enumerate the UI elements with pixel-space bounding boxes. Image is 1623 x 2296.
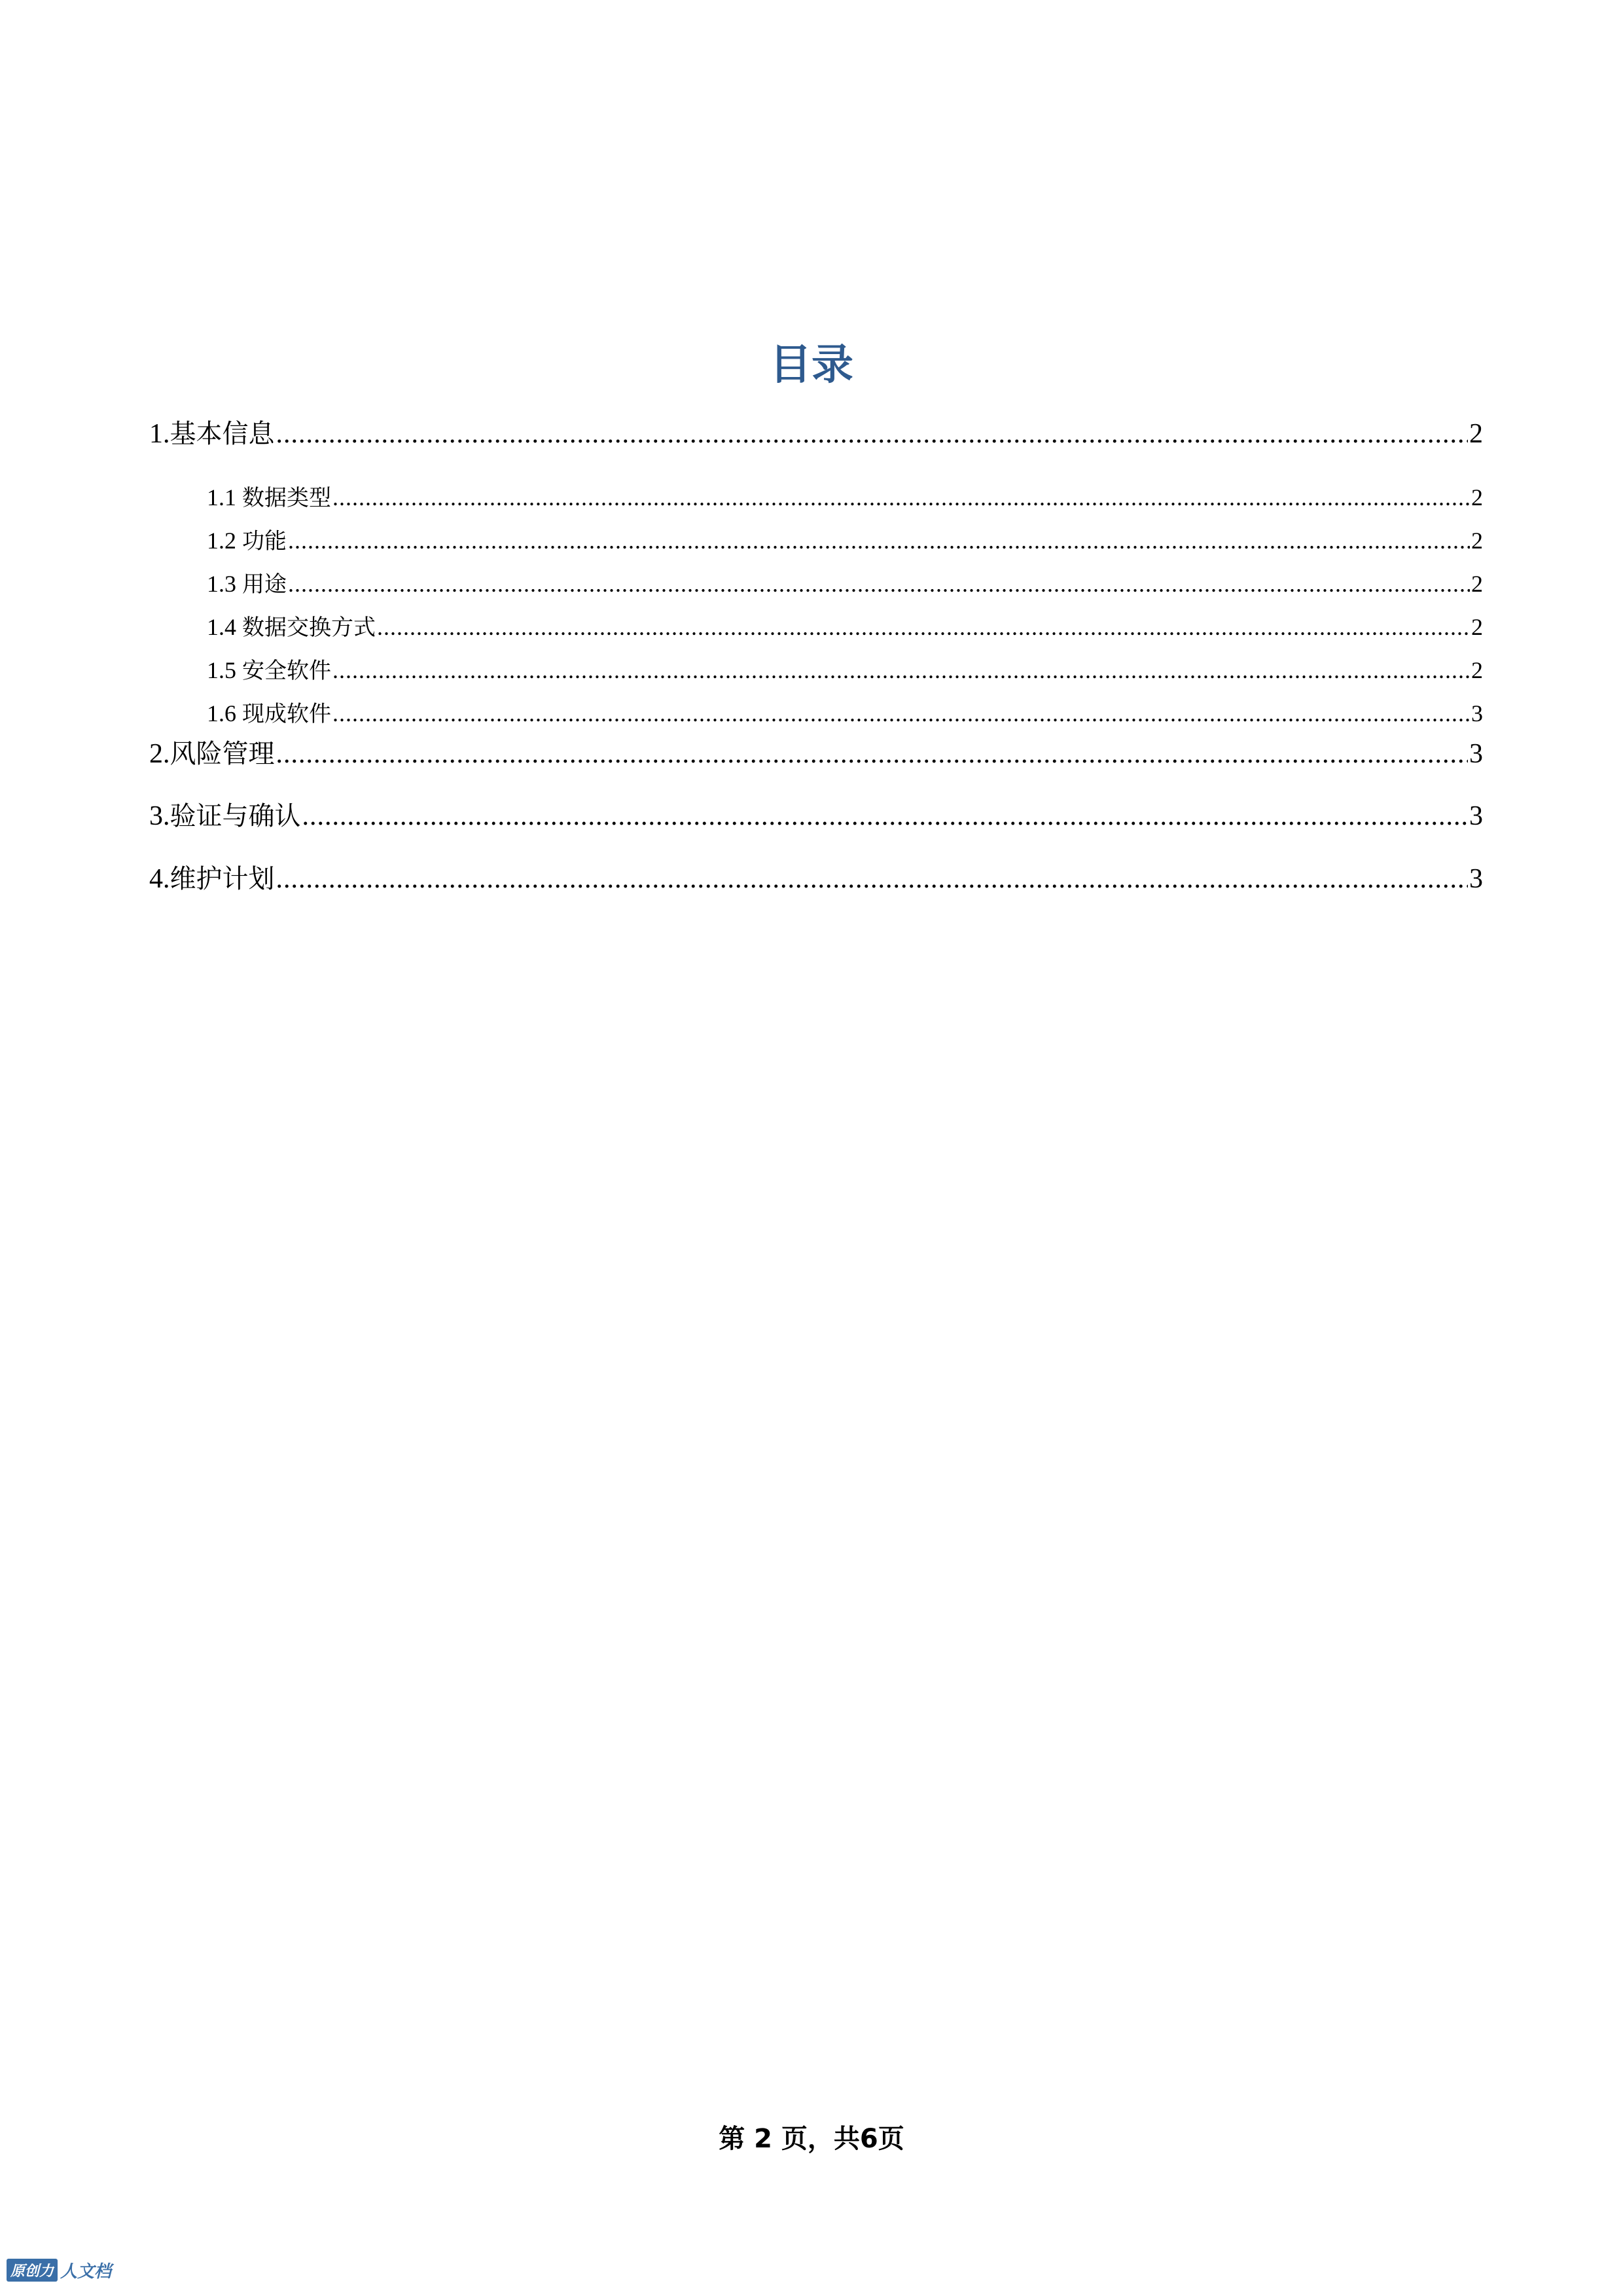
toc-leader-dots xyxy=(288,567,1470,601)
toc-entry-number: 2. xyxy=(149,739,170,769)
toc-entry-label xyxy=(207,696,331,730)
toc-leader-dots xyxy=(302,797,1469,836)
toc-entry-maintenance-plan[interactable] xyxy=(149,859,1483,899)
toc-entry-label xyxy=(207,653,331,687)
toc-entry-page: 3 xyxy=(1469,739,1483,769)
toc-entry-page: 2 xyxy=(1471,614,1483,640)
toc-entry-text: 验证与确认 xyxy=(169,801,301,831)
toc-title: 目录 xyxy=(770,341,853,389)
toc-entry-text: 数据交换方式 xyxy=(242,615,376,641)
toc-leader-dots xyxy=(276,859,1469,899)
toc-entry-number: 1.6 xyxy=(207,700,242,726)
toc-entry-page: 3 xyxy=(1471,700,1483,726)
toc-leader-dots xyxy=(332,696,1470,730)
toc-entry-page: 2 xyxy=(1471,571,1483,597)
watermark-logo-box: 原创力 xyxy=(7,2259,58,2282)
toc-entry-page: 2 xyxy=(1471,484,1483,511)
toc-entry-number: 1.3 xyxy=(207,571,242,597)
toc-entry-text: 数据类型 xyxy=(242,485,331,511)
toc-entry-label xyxy=(207,567,287,601)
toc-entry-page: 2 xyxy=(1471,657,1483,683)
toc-entry-data-type[interactable] xyxy=(207,480,1483,514)
toc-entry-security-software[interactable] xyxy=(207,653,1483,687)
toc-entry-data-exchange[interactable] xyxy=(207,610,1483,644)
toc-entry-number: 1.5 xyxy=(207,657,242,683)
toc-entry-page: 2 xyxy=(1469,419,1483,449)
toc-entry-label xyxy=(149,797,301,836)
toc-entry-page: 2 xyxy=(1471,528,1483,554)
toc-leader-dots xyxy=(288,524,1470,558)
toc-entry-text: 风险管理 xyxy=(169,739,275,769)
toc-entry-label xyxy=(149,859,275,899)
toc-entry-text: 现成软件 xyxy=(242,701,331,727)
toc-entry-number: 3. xyxy=(149,801,170,831)
toc-entry-text: 维护计划 xyxy=(169,864,275,894)
toc-leader-dots xyxy=(276,734,1469,774)
page-footer: 第 2 页，共6页 xyxy=(719,2124,904,2154)
toc-leader-dots xyxy=(332,480,1470,514)
toc-entry-number: 1.2 xyxy=(207,528,242,554)
toc-entry-label xyxy=(207,524,287,558)
toc-entry-number: 1.4 xyxy=(207,614,242,640)
toc-entry-page: 3 xyxy=(1469,864,1483,894)
toc-entry-label xyxy=(207,480,331,514)
toc-entry-purpose[interactable] xyxy=(207,567,1483,601)
toc-leader-dots xyxy=(276,414,1469,454)
toc-entry-text: 安全软件 xyxy=(242,658,331,684)
toc-entry-number: 1.1 xyxy=(207,484,242,511)
toc-entry-label xyxy=(149,734,275,774)
watermark-text: 人文档 xyxy=(60,2262,112,2282)
watermark-logo xyxy=(7,2258,111,2282)
toc-leader-dots xyxy=(377,610,1470,644)
toc-entry-label xyxy=(149,414,275,454)
toc-entry-text: 用途 xyxy=(242,571,287,598)
toc-entry-label xyxy=(207,610,376,644)
toc-entry-risk-management[interactable] xyxy=(149,734,1483,774)
toc-entry-basic-info[interactable] xyxy=(149,414,1483,454)
toc-entry-page: 3 xyxy=(1469,801,1483,831)
toc-leader-dots xyxy=(332,653,1470,687)
toc-entry-number: 1. xyxy=(149,419,170,449)
toc-entry-text: 功能 xyxy=(242,528,287,554)
toc-entry-number: 4. xyxy=(149,864,170,894)
toc-entry-ots-software[interactable] xyxy=(207,696,1483,730)
toc-entry-verification[interactable] xyxy=(149,797,1483,836)
toc-entry-function[interactable] xyxy=(207,524,1483,558)
toc-entry-text: 基本信息 xyxy=(169,419,275,449)
